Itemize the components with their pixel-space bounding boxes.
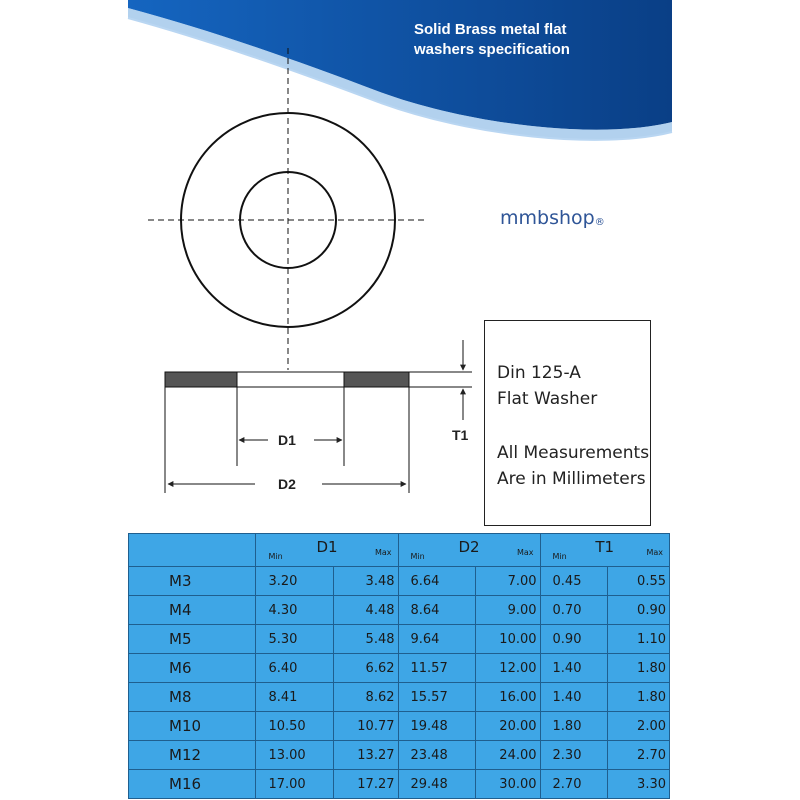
value-cell: 13.00: [256, 741, 333, 770]
spec-table: [128, 533, 670, 799]
value-cell: 2.30: [540, 741, 607, 770]
value-cell: 10.00: [475, 625, 540, 654]
info-box: [484, 320, 651, 526]
table-row: [129, 712, 670, 741]
value-cell: 1.80: [540, 712, 607, 741]
value-cell: 13.27: [333, 741, 398, 770]
header-t1-max: Max: [646, 548, 663, 557]
header-d2-name: D2: [458, 538, 480, 556]
header-d1-name: D1: [316, 538, 338, 556]
table-row: [129, 741, 670, 770]
value-cell: 4.48: [333, 596, 398, 625]
table-header-row: [129, 534, 670, 567]
header-d1: [256, 534, 398, 567]
info-standard: Din 125-A: [497, 363, 581, 383]
value-cell: 8.62: [333, 683, 398, 712]
value-cell: 8.41: [256, 683, 333, 712]
header-empty-cell: [129, 534, 256, 567]
value-cell: 6.40: [256, 654, 333, 683]
value-cell: 9.64: [398, 625, 475, 654]
info-units-line2: Are in Millimeters: [497, 469, 646, 489]
size-cell: M12: [129, 741, 256, 770]
header-d2-max: Max: [516, 548, 534, 557]
value-cell: 5.48: [333, 625, 398, 654]
size-cell: M6: [129, 654, 256, 683]
value-cell: 2.00: [607, 712, 669, 741]
value-cell: 16.00: [475, 683, 540, 712]
value-cell: 30.00: [475, 770, 540, 799]
value-cell: 4.30: [256, 596, 333, 625]
header-t1-name: T1: [595, 538, 615, 556]
value-cell: 1.40: [540, 683, 607, 712]
washer-side-view: [165, 340, 472, 493]
size-cell: M4: [129, 596, 256, 625]
value-cell: 0.90: [540, 625, 607, 654]
value-cell: 29.48: [398, 770, 475, 799]
table-row: [129, 625, 670, 654]
table-row: [129, 770, 670, 799]
value-cell: 2.70: [540, 770, 607, 799]
value-cell: 23.48: [398, 741, 475, 770]
header-d1-min: Min: [268, 552, 283, 561]
value-cell: 7.00: [475, 567, 540, 596]
value-cell: 19.48: [398, 712, 475, 741]
value-cell: 0.55: [607, 567, 669, 596]
table-row: [129, 596, 670, 625]
header-title-line2: washers specification: [414, 41, 570, 58]
value-cell: 11.57: [398, 654, 475, 683]
brand-name: mmbshop: [500, 207, 595, 229]
header-d1-max: Max: [374, 548, 392, 557]
info-units-line1: All Measurements: [497, 443, 650, 463]
d1-label: D1: [278, 432, 296, 448]
value-cell: 3.20: [256, 567, 333, 596]
registered-mark: ®: [594, 217, 605, 228]
header-d2-min: Min: [410, 552, 425, 561]
size-cell: M16: [129, 770, 256, 799]
value-cell: 17.00: [256, 770, 333, 799]
value-cell: 10.50: [256, 712, 333, 741]
table-row: [129, 683, 670, 712]
d2-label: D2: [278, 476, 296, 492]
value-cell: 24.00: [475, 741, 540, 770]
t1-label: T1: [452, 427, 469, 443]
value-cell: 9.00: [475, 596, 540, 625]
table-row: [129, 567, 670, 596]
value-cell: 3.30: [607, 770, 669, 799]
value-cell: 2.70: [607, 741, 669, 770]
table-row: [129, 654, 670, 683]
header-t1-min: Min: [552, 552, 567, 561]
value-cell: 6.64: [398, 567, 475, 596]
value-cell: 15.57: [398, 683, 475, 712]
brand-logo: [500, 207, 605, 229]
value-cell: 20.00: [475, 712, 540, 741]
value-cell: 0.90: [607, 596, 669, 625]
info-type: Flat Washer: [497, 389, 598, 409]
value-cell: 17.27: [333, 770, 398, 799]
size-cell: M8: [129, 683, 256, 712]
size-cell: M3: [129, 567, 256, 596]
value-cell: 10.77: [333, 712, 398, 741]
value-cell: 5.30: [256, 625, 333, 654]
value-cell: 6.62: [333, 654, 398, 683]
value-cell: 8.64: [398, 596, 475, 625]
value-cell: 1.10: [607, 625, 669, 654]
value-cell: 1.40: [540, 654, 607, 683]
header-d2: [398, 534, 540, 567]
value-cell: 1.80: [607, 654, 669, 683]
table-body: [129, 567, 670, 799]
header-title-line1: Solid Brass metal flat: [414, 21, 567, 38]
value-cell: 12.00: [475, 654, 540, 683]
header-t1: [540, 534, 669, 567]
size-cell: M10: [129, 712, 256, 741]
value-cell: 1.80: [607, 683, 669, 712]
value-cell: 0.70: [540, 596, 607, 625]
header-title: [414, 20, 674, 60]
value-cell: 0.45: [540, 567, 607, 596]
size-cell: M5: [129, 625, 256, 654]
value-cell: 3.48: [333, 567, 398, 596]
